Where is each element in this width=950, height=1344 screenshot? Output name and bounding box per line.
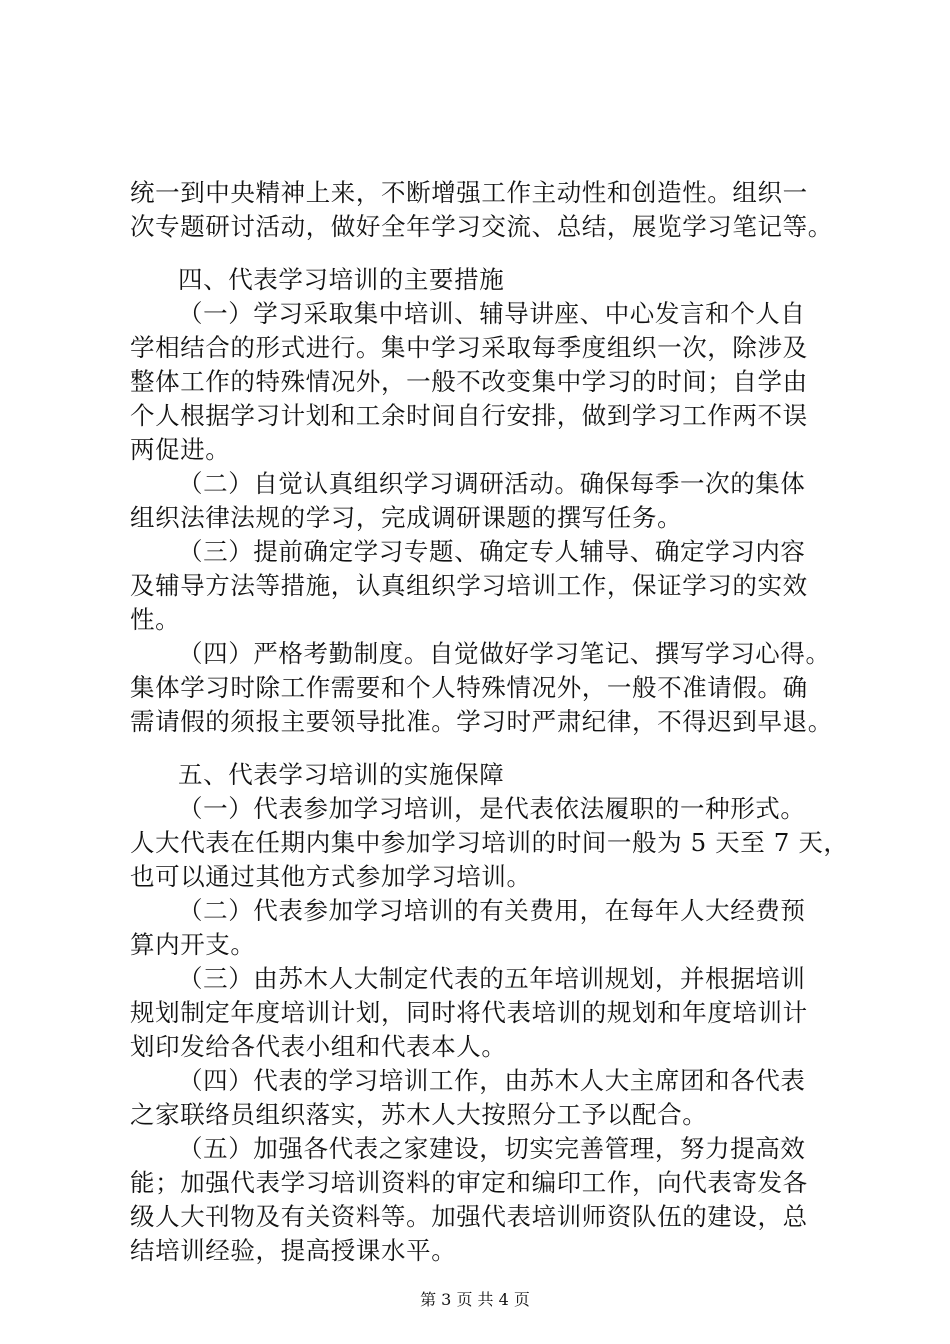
paragraph-line: 学相结合的形式进行。集中学习采取每季度组织一次，除涉及 [130,333,808,362]
paragraph-line: （三）提前确定学习专题、确定专人辅导、确定学习内容 [178,537,806,566]
paragraph-line: 集体学习时除工作需要和个人特殊情况外，一般不准请假。确 [130,673,808,702]
paragraph-line: 次专题研讨活动，做好全年学习交流、总结，展览学习笔记等。 [130,212,833,241]
paragraph-line: 及辅导方法等措施，认真组织学习培训工作，保证学习的实效 [130,571,808,600]
paragraph-line: （五）加强各代表之家建设，切实完善管理，努力提高效 [178,1134,806,1163]
paragraph-line: （三）由苏木人大制定代表的五年培训规划，并根据培训 [178,964,806,993]
paragraph-line: 需请假的须报主要领导批准。学习时严肃纪律，不得迟到早退。 [130,707,833,736]
paragraph-line: 个人根据学习计划和工余时间自行安排，做到学习工作两不误 [130,401,808,430]
paragraph-line: 整体工作的特殊情况外，一般不改变集中学习的时间；自学由 [130,367,808,396]
paragraph-line: 组织法律法规的学习，完成调研课题的撰写任务。 [130,503,683,532]
section-heading: 四、代表学习培训的主要措施 [178,265,505,294]
paragraph-line: 性。 [130,605,181,634]
paragraph-line: 规划制定年度培训计划，同时将代表培训的规划和年度培训计 [130,998,808,1027]
paragraph-line: 能；加强代表学习培训资料的审定和编印工作，向代表寄发各 [130,1168,808,1197]
paragraph-line: 之家联络员组织落实，苏木人大按照分工予以配合。 [130,1100,708,1129]
paragraph-line: 结培训经验，提高授课水平。 [130,1236,457,1265]
paragraph-line: 两促进。 [130,435,231,464]
paragraph-line: 级人大刊物及有关资料等。加强代表培训师资队伍的建设，总 [130,1202,808,1231]
paragraph-line: （四）代表的学习培训工作，由苏木人大主席团和各代表 [178,1066,806,1095]
paragraph-line: （二）自觉认真组织学习调研活动。确保每季一次的集体 [178,469,806,498]
paragraph-line: 人大代表在任期内集中参加学习培训的时间一般为 5 天至 7 天， [130,828,849,857]
paragraph-line: （一）代表参加学习培训，是代表依法履职的一种形式。 [178,794,806,823]
paragraph-line: 也可以通过其他方式参加学习培训。 [130,862,532,891]
paragraph-line: 统一到中央精神上来，不断增强工作主动性和创造性。组织一 [130,178,808,207]
paragraph-line: （四）严格考勤制度。自觉做好学习笔记、撰写学习心得。 [178,639,831,668]
paragraph-line: （一）学习采取集中培训、辅导讲座、中心发言和个人自 [178,299,806,328]
paragraph-line: 算内开支。 [130,930,256,959]
page-number-footer: 第 3 页 共 4 页 [420,1290,530,1309]
paragraph-line: 划印发给各代表小组和代表本人。 [130,1032,507,1061]
paragraph-line: （二）代表参加学习培训的有关费用，在每年人大经费预 [178,896,806,925]
section-heading: 五、代表学习培训的实施保障 [178,760,505,789]
